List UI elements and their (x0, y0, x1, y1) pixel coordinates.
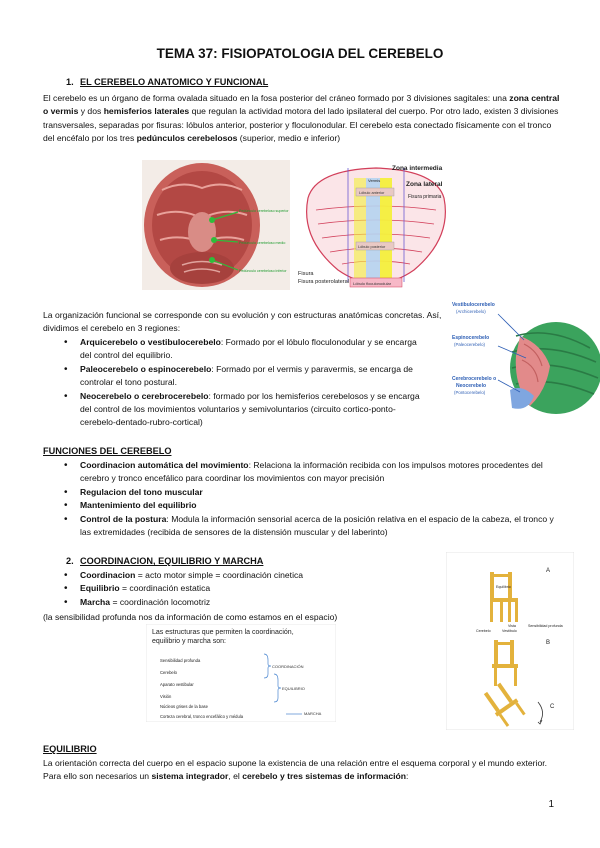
text-run: : Relaciona la información recibida con los impulsos motores procedentes del cerebro y tronco encefálico para coordinar los movimientos con mayor precisión (80, 460, 543, 484)
structures-svg (146, 624, 336, 722)
label-cerebrocerebelo: Cerebrocerebelo o (452, 376, 497, 382)
section-2-number: 2. (66, 556, 74, 566)
structure-item: Sensibilidad profunda (160, 658, 201, 663)
text-run: : formado por los hemisferios cerebelosos y se encarga del control de los movimientos voluntarios y semivoluntarios (circuito cortico-ponto-cerebelo-dentado-rubro-cortical) (80, 390, 420, 428)
label-fisura-posterolateral: Fisura posterolateral (298, 279, 349, 285)
cerebellum-3d-figure (450, 296, 600, 436)
structure-item: Visión (160, 694, 172, 699)
bracket-marcha: MARCHA (304, 711, 322, 716)
structure-item: Aparato vestibular (160, 682, 194, 687)
structure-item: Corteza cerebral, tronco encefálico y médula (160, 714, 244, 719)
structures-heading-1: Las estructuras que permiten la coordinación, (152, 629, 294, 636)
bold-run: sistema integrador (151, 771, 229, 782)
list-item (80, 569, 400, 582)
label-zona-lateral: Zona lateral (406, 181, 443, 188)
section-1-number: 1. (66, 77, 74, 87)
structures-figure (146, 624, 336, 722)
brain-label-medio: Pedúnculo cerebeloso medio (239, 241, 286, 245)
bold-run: Control de la postura (80, 513, 167, 524)
equilibrio-paragraph (43, 757, 563, 784)
label-espinocerebelo: Espinocerebelo (452, 335, 490, 341)
structures-heading-2: equilibrio y marcha son: (152, 638, 226, 645)
label-neocerebelo: Neocerebelo (456, 383, 487, 389)
chair-label-cerebelo: Cerebelo (476, 629, 491, 633)
bold-run: Marcha (80, 596, 111, 607)
document-title: TEMA 37: FISIOPATOLOGIA DEL CEREBELO (156, 46, 444, 61)
bold-run: Regulacion del tono muscular (80, 486, 203, 497)
chair-label-sensibilidad: Sensibilidad profunda (528, 624, 563, 628)
label-pontocerebelo: (Pontocerebelo) (454, 390, 486, 395)
funciones-list (80, 459, 560, 539)
text-run: que regulan la actividad motora del lado ipsilateral del cuerpo. Por otro lado, existen 3 divisiones transversales, separadas por fisuras: lóbulos anterior, posterior y floculonodular. El cerebelo esta conectado físicamente con el tronco del encéfalo por los tres (43, 106, 559, 144)
list-item (80, 459, 560, 486)
text-run: El cerebelo es un órgano de forma ovalada situado en la fosa posterior del cráneo formado por 3 divisiones sagitales: una (43, 93, 510, 103)
list-item (80, 486, 560, 499)
label-lobulo-anterior: Lóbulo anterior (359, 191, 385, 195)
chair-label-a: A (546, 568, 551, 574)
bracket-equilibrio: EQUILIBRIO (282, 686, 305, 691)
region-list (80, 336, 430, 430)
section-1-paragraph-1 (43, 92, 563, 146)
bold-run: zona central o vermis (43, 93, 560, 117)
section-1-heading (66, 77, 268, 87)
label-fisura-primaria: Fisura primaria (408, 194, 442, 200)
list-item (80, 499, 560, 512)
list-item (80, 596, 400, 609)
bold-run: Coordinacion automática del movimiento (80, 460, 249, 470)
text-run: , el (228, 771, 243, 782)
bold-run: Mantenimiento del equilibrio (80, 500, 197, 511)
page-number: 1 (548, 799, 554, 810)
text-run: : Modula la información sensorial acerca de la posición relativa en el espacio de la cabeza, el tronco y las extremidades (recibida de sensores de la distensión muscular y del laberinto) (80, 513, 554, 538)
bold-run: Equilibrio (80, 583, 120, 594)
chair-label-vista: Vista (508, 624, 516, 628)
structure-item: Núcleos grises de la base (160, 704, 208, 709)
list-item (80, 363, 430, 390)
text-run: y dos (78, 106, 104, 117)
bold-run: hemisferios laterales (103, 106, 190, 117)
label-lobulo-floculonodular: Lóbulo floculonodular (353, 281, 392, 286)
coordinacion-list (80, 569, 400, 609)
bold-run: Paleocerebelo o espinocerebelo (80, 363, 212, 374)
text-run: = coordinación estatica (119, 583, 211, 594)
list-item (80, 582, 400, 595)
structure-item: Cerebelo (160, 670, 177, 675)
section-2-heading (66, 556, 263, 566)
brain-label-superior: Pedúnculo cerebeloso superior (239, 209, 289, 213)
list-item (80, 390, 430, 430)
bracket-coordinacion: COORDINACIÓN (272, 664, 304, 669)
label-paleocerebelo: (Paleocerebelo) (454, 342, 485, 347)
bold-run: Coordinacion (80, 570, 136, 580)
section-2-title: COORDINACION, EQUILIBRIO Y MARCHA (80, 556, 264, 566)
label-zona-intermedia: Zona intermedia (392, 165, 443, 172)
label-vermis: Vermis (368, 178, 381, 183)
section-1-paragraph-2: La organización funcional se corresponde con su evolución y con estructuras anatómicas concretas. Así, dividimos el cerebelo en 3 regiones: (43, 310, 442, 334)
label-vestibulocerebelo: Vestibulocerebelo (452, 302, 495, 308)
text-run: (superior, medio e inferior) (237, 133, 341, 144)
bold-run: pedúnculos cerebelosos (136, 133, 238, 144)
funciones-heading: FUNCIONES DEL CEREBELO (43, 446, 172, 456)
label-archicerebelo: (Archicerebelo) (456, 309, 486, 314)
chair-balance-figure (446, 552, 574, 730)
cerebellum-3d-svg (450, 296, 600, 436)
bold-run: Neocerebelo o cerebrocerebelo (80, 390, 209, 401)
equilibrio-heading: EQUILIBRIO (43, 744, 97, 754)
text-run: = acto motor simple = coordinación cinetica (135, 570, 304, 580)
text-run: = coordinación locomotriz (110, 596, 211, 607)
text-run: : Formado por el lóbulo floculonodular y se encarga del control del equilibrio. (80, 337, 417, 361)
text-run: La orientación correcta del cuerpo en el espacio supone la existencia de una relación entre el esquema corporal y el mundo exterior. Para ello son necesarios un (43, 758, 547, 782)
chair-label-vestibulo: Vestíbulo (502, 629, 517, 633)
text-run: : (406, 771, 409, 782)
brain-photo-illustration (142, 160, 290, 290)
label-lobulo-posterior: Lóbulo posterior (358, 245, 386, 249)
zones-diagram-svg (296, 158, 456, 292)
bold-run: cerebelo y tres sistemas de información (242, 771, 407, 782)
brain-inferior-figure (142, 160, 290, 290)
chair-label-equilibrio: Equilibrio (496, 585, 511, 589)
list-item (80, 513, 560, 540)
bold-run: Arquicerebelo o vestibulocerebelo (80, 337, 221, 347)
brain-label-inferior: Pedúnculo cerebeloso inferior (239, 269, 287, 273)
cerebellum-zones-diagram (296, 158, 456, 292)
chair-label-c: C (550, 704, 555, 710)
list-item (80, 336, 430, 363)
sensibilidad-note: (la sensibilidad profunda nos da información de como estamos en el espacio) (43, 612, 338, 622)
chair-label-b: B (546, 640, 551, 646)
chair-svg (446, 552, 574, 730)
label-fisura: Fisura (298, 271, 314, 277)
text-run: : Formado por el vermis y paravermis, se encarga de controlar el tono postural. (80, 363, 413, 388)
section-1-title: EL CEREBELO ANATOMICO Y FUNCIONAL (80, 77, 269, 87)
